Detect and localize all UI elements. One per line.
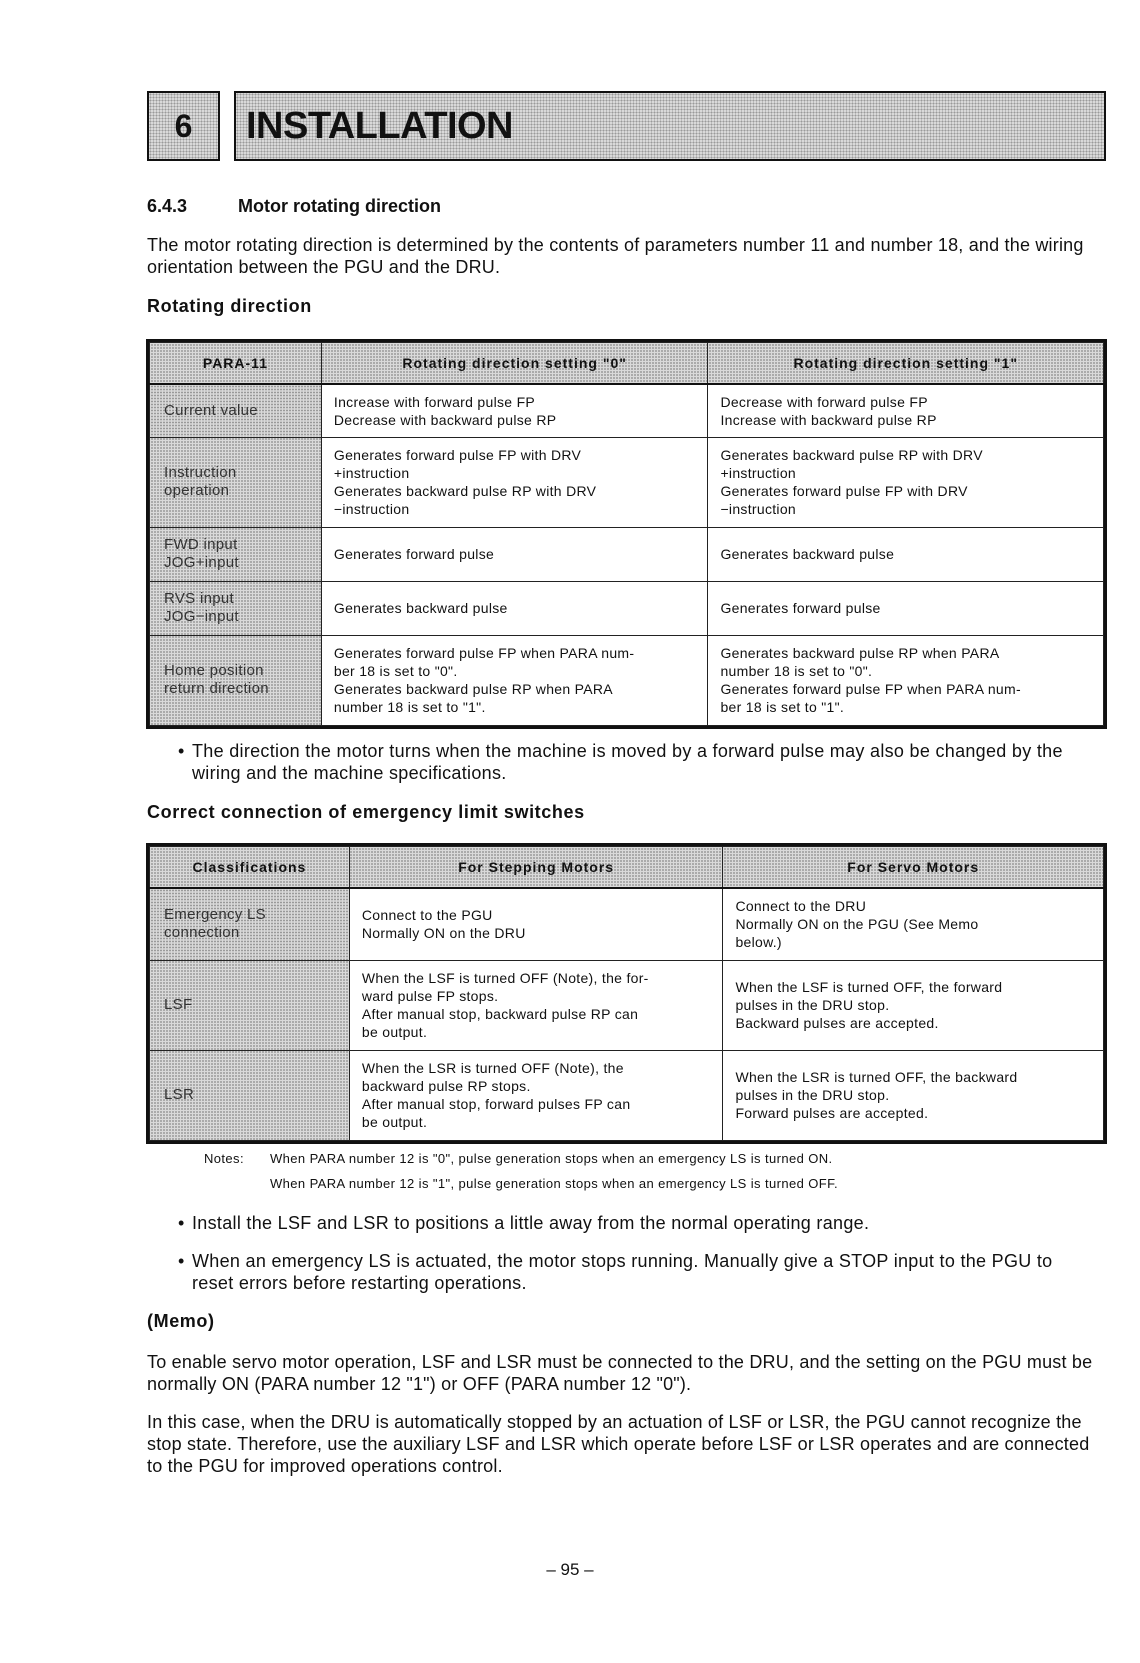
- column-header: For Stepping Motors: [349, 847, 723, 889]
- section-number: 6.4.3: [147, 196, 188, 216]
- row-label: RVS input JOG−input: [150, 581, 322, 635]
- column-header: Rotating direction setting "0": [321, 343, 708, 385]
- notes-line-1: When PARA number 12 is "0", pulse generation stops when an emergency LS is turned ON.: [270, 1151, 833, 1166]
- table-row: [150, 888, 1104, 960]
- table-cell: Generates forward pulse: [708, 581, 1104, 635]
- table-cell: Generates backward pulse RP when PARA number 18 is set to "0". Generates forward pulse FP when PARA num- ber 18 is set to "1".: [708, 635, 1104, 725]
- section-heading: [147, 196, 441, 217]
- table1-heading: Rotating direction: [147, 296, 312, 316]
- table-cell: When the LSR is turned OFF (Note), the backward pulse RP stops. After manual stop, forward pulses FP can be output.: [349, 1050, 723, 1140]
- row-label: Home position return direction: [150, 635, 322, 725]
- table-row: [150, 635, 1104, 725]
- bullet-wiring-note: • The direction the motor turns when the machine is moved by a forward pulse may also be changed by the wiring and the machine specifications.: [178, 740, 1098, 784]
- page-number: – 95 –: [546, 1560, 594, 1579]
- column-header: PARA-11: [150, 343, 322, 385]
- column-header: For Servo Motors: [723, 847, 1104, 889]
- table-cell: When the LSF is turned OFF, the forward pulses in the DRU stop. Backward pulses are accepted.: [723, 960, 1104, 1050]
- table-cell: When the LSR is turned OFF, the backward pulses in the DRU stop. Forward pulses are accepted.: [723, 1050, 1104, 1140]
- bullet-install-note: • Install the LSF and LSR to positions a little away from the normal operating range.: [178, 1212, 1098, 1234]
- row-label: Current value: [150, 384, 322, 437]
- table-cell: Connect to the PGU Normally ON on the DRU: [349, 888, 723, 960]
- table-cell: Decrease with forward pulse FP Increase with backward pulse RP: [708, 384, 1104, 437]
- notes-line-2: When PARA number 12 is "1", pulse generation stops when an emergency LS is turned OFF.: [270, 1176, 839, 1191]
- row-label: FWD input JOG+input: [150, 527, 322, 581]
- table2-heading: Correct connection of emergency limit switches: [147, 802, 585, 822]
- table-cell: Generates forward pulse: [321, 527, 708, 581]
- table-row: [150, 527, 1104, 581]
- chapter-title-box: [234, 91, 1106, 161]
- notes-label: Notes:: [204, 1151, 244, 1166]
- table-row: [150, 384, 1104, 437]
- rotating-direction-table: [149, 342, 1104, 726]
- table-cell: Increase with forward pulse FP Decrease with backward pulse RP: [321, 384, 708, 437]
- memo-heading: (Memo): [147, 1311, 215, 1331]
- emergency-limit-switch-table: [149, 846, 1104, 1141]
- intro-paragraph: The motor rotating direction is determined by the contents of parameters number 11 and number 18, and the wiring orientation between the PGU and the DRU.: [147, 235, 1084, 277]
- table-cell: Connect to the DRU Normally ON on the PGU (See Memo below.): [723, 888, 1104, 960]
- memo-paragraph-1: To enable servo motor operation, LSF and LSR must be connected to the DRU, and the setting on the PGU must be normally ON (PARA number 12 "1") or OFF (PARA number 12 "0").: [147, 1352, 1093, 1394]
- table-cell: Generates forward pulse FP with DRV +instruction Generates backward pulse RP with DRV −instruction: [321, 437, 708, 527]
- column-header: Classifications: [150, 847, 350, 889]
- column-header: Rotating direction setting "1": [708, 343, 1104, 385]
- memo-paragraph-2: In this case, when the DRU is automatically stopped by an actuation of LSF or LSR, the PGU cannot recognize the stop state. Therefore, use the auxiliary LSF and LSR which operate before LSF or LSR operates and are connected to the PGU for improved operations control.: [147, 1412, 1090, 1476]
- row-label: Emergency LS connection: [150, 888, 350, 960]
- table-cell: Generates backward pulse: [321, 581, 708, 635]
- row-label: LSR: [150, 1050, 350, 1140]
- chapter-title: INSTALLATION: [246, 104, 513, 147]
- bullet-reset-note: • When an emergency LS is actuated, the motor stops running. Manually give a STOP input to the PGU to reset errors before restarting operations.: [178, 1250, 1098, 1294]
- row-label: Instruction operation: [150, 437, 322, 527]
- chapter-number: 6: [174, 107, 193, 144]
- table-row: [150, 1050, 1104, 1140]
- table-row: [150, 437, 1104, 527]
- table-header-row: [150, 343, 1104, 385]
- row-label: LSF: [150, 960, 350, 1050]
- table-cell: Generates backward pulse: [708, 527, 1104, 581]
- table-row: [150, 581, 1104, 635]
- section-title: Motor rotating direction: [238, 196, 441, 216]
- table-cell: Generates forward pulse FP when PARA num- ber 18 is set to "0". Generates backward pulse RP when PARA number 18 is set to "1".: [321, 635, 708, 725]
- table-header-row: [150, 847, 1104, 889]
- chapter-number-box: [147, 91, 220, 161]
- table-cell: Generates backward pulse RP with DRV +instruction Generates forward pulse FP with DRV −instruction: [708, 437, 1104, 527]
- table-cell: When the LSF is turned OFF (Note), the for- ward pulse FP stops. After manual stop, backward pulse RP can be output.: [349, 960, 723, 1050]
- table-row: [150, 960, 1104, 1050]
